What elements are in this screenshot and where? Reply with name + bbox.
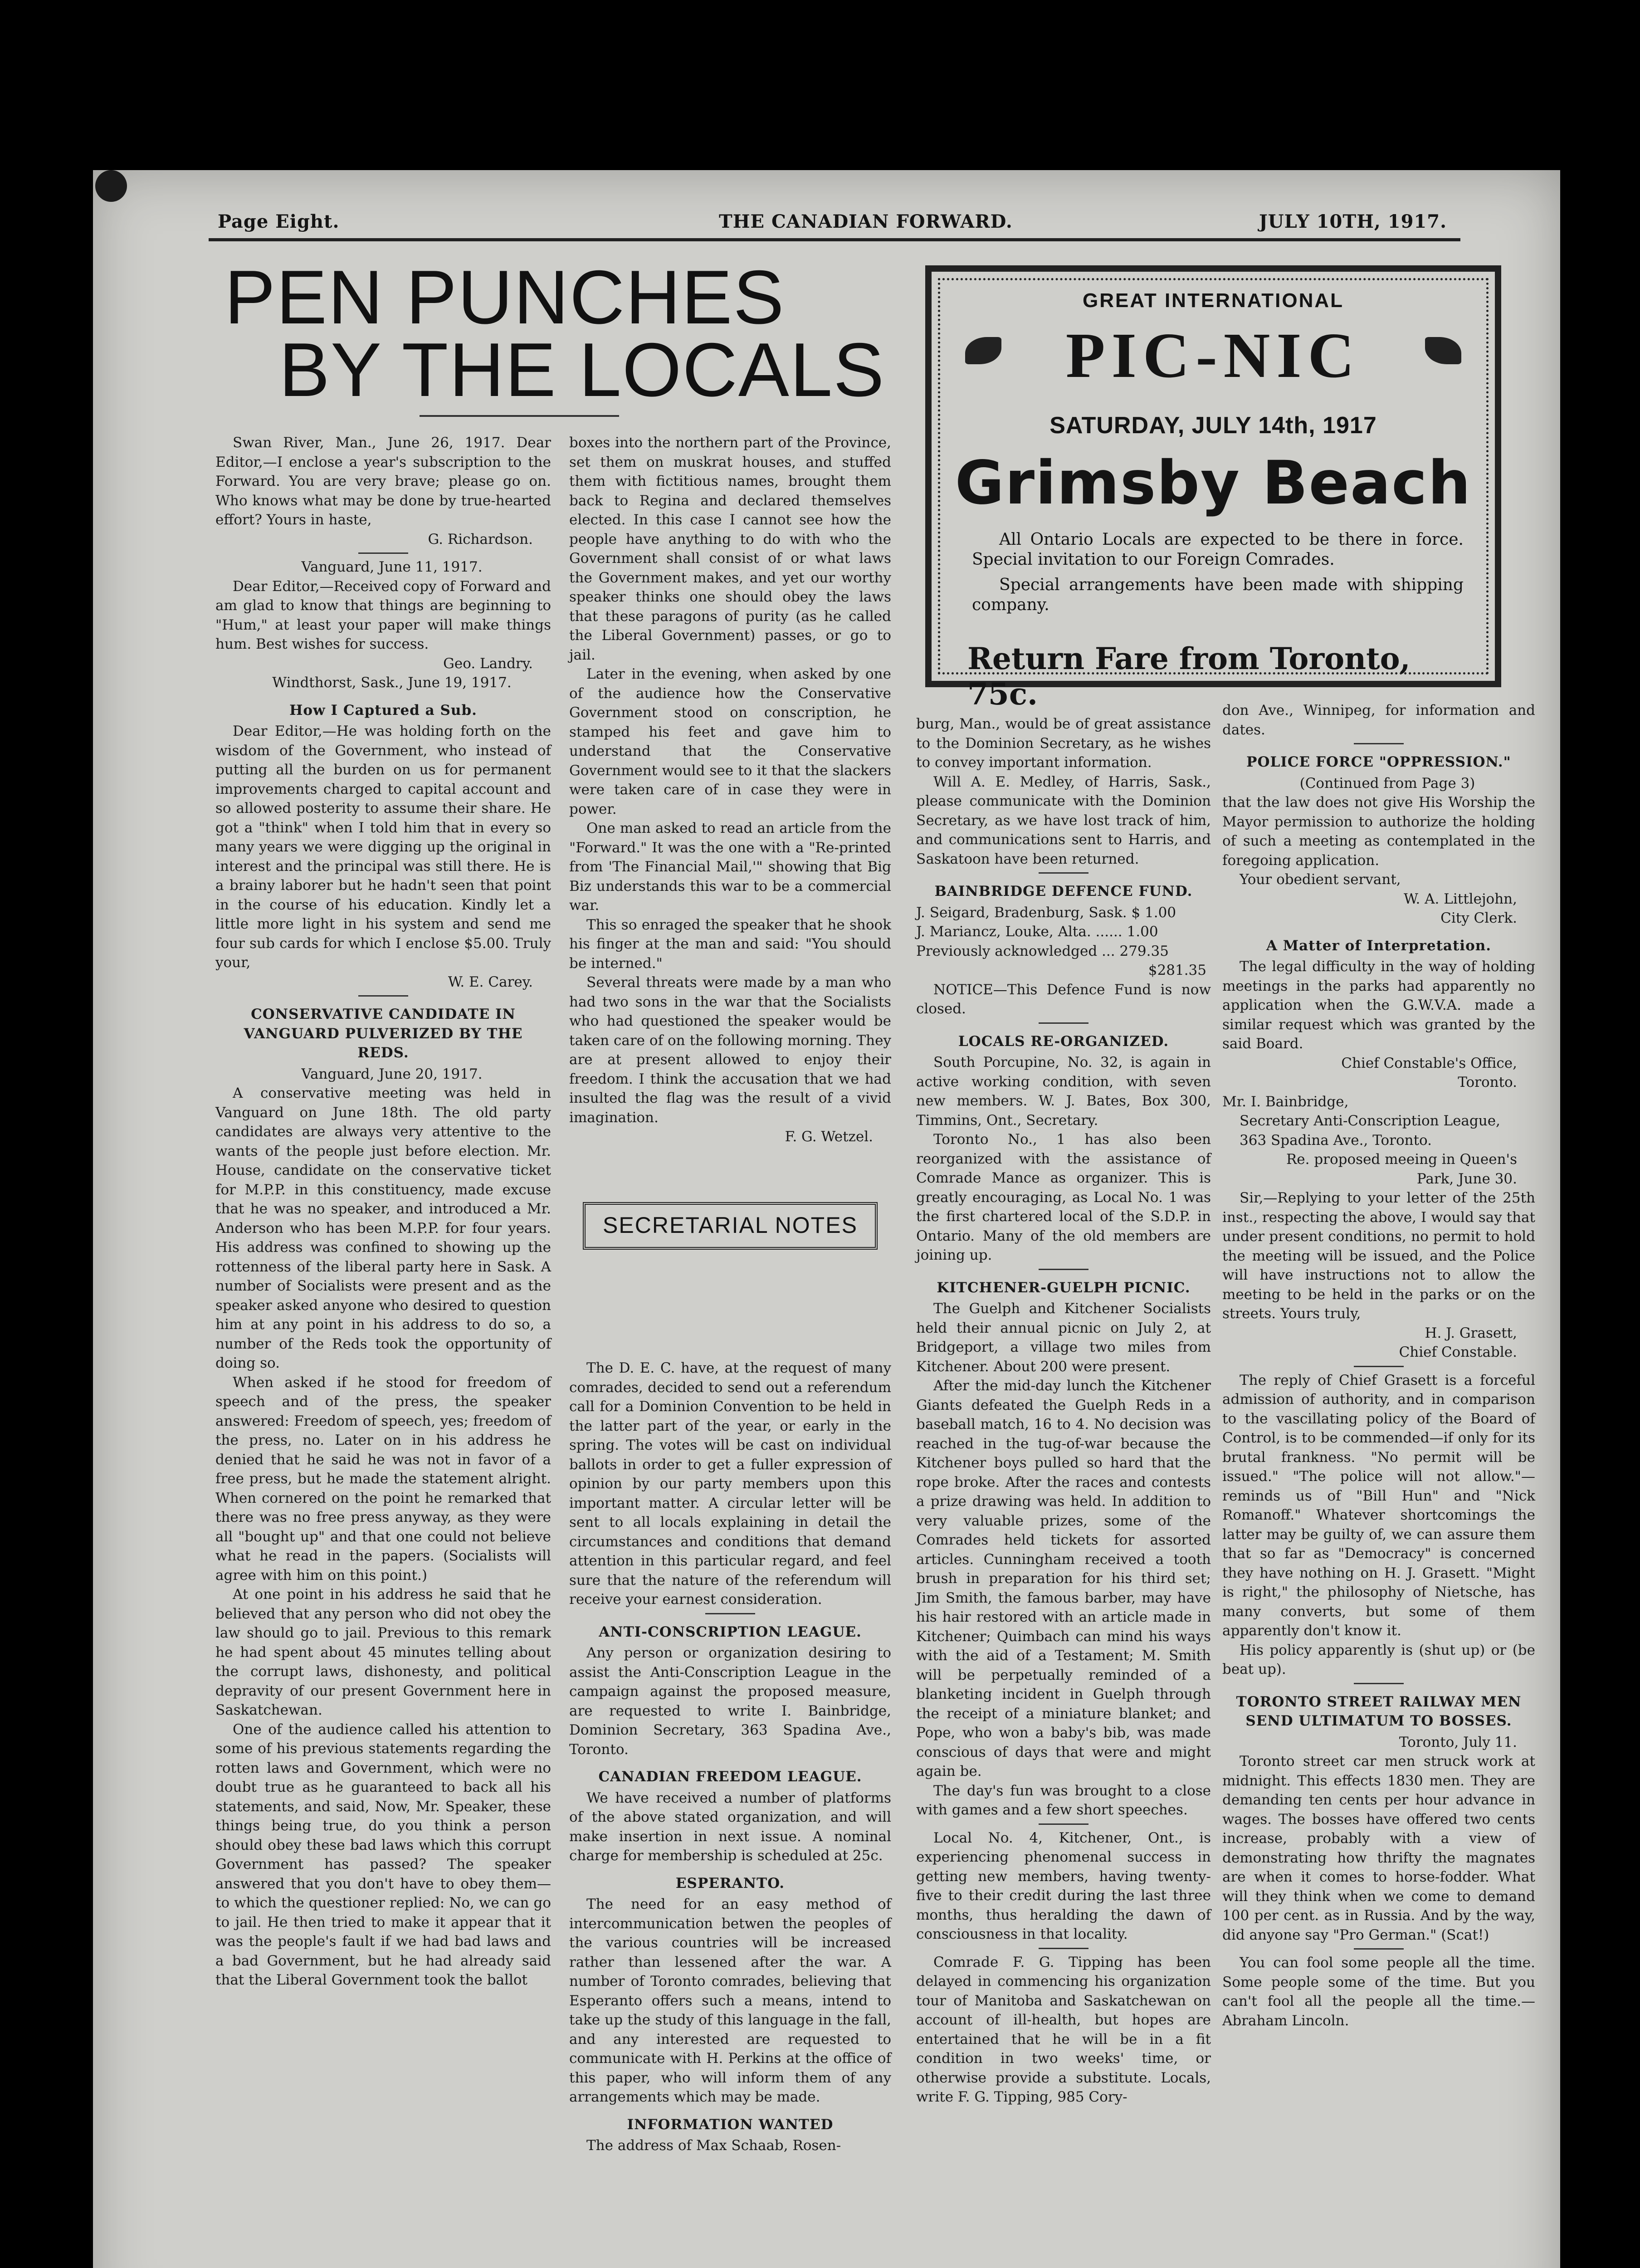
article-text: Several threats were made by a man who had two sons in the war that the Socialists who had questioned the speaker would be taken care of on the following morning. They are at present allowed to enjoy their freedom. I think the accusation that we had insulted the flag was the result of a vivid imagination. xyxy=(569,974,891,1126)
article-text: The legal difficulty in the way of holding meetings in the parks had apparently no application when the G.W.V.A. made a similar request which was granted by the said Board. xyxy=(1222,958,1535,1052)
subheading: KITCHENER-GUELPH PICNIC. xyxy=(937,1279,1191,1296)
article-heading: TORONTO STREET RAILWAY MEN SEND ULTIMATUM TO BOSSES. xyxy=(1236,1693,1522,1729)
fund-line: J. Mariancz, Louke, Alta. ...... 1.00 xyxy=(916,924,1158,940)
subheading: How I Captured a Sub. xyxy=(289,702,477,719)
signature: G. Richardson. xyxy=(428,531,533,547)
article-text: After the mid-day lunch the Kitchener Giants defeated the Guelph Reds in a baseball match, 16 to 4. No decision was reached in the tug-of-war because the Kitchener boys pulled so hard that the rope broke. After the races and contests a prize drawing was held. In addition to very valuable prizes, some of the Comrades held tickets for assorted articles. Cunningham received a tooth brush in preparation for his third set; Jim Smith, the famous barber, may have his hair restored with an article made in Kitchener; Quimbach can mind his ways with the aid of a Testament; M. Smith will be perpetually reminded of a blanketing incident in Guelph through the receipt of a miniature blanket; and Pope, who won a baby's bib, was made conscious of days that were and might again be. xyxy=(916,1378,1211,1779)
divider xyxy=(1039,872,1088,874)
article-heading: CONSERVATIVE CANDIDATE IN VANGUARD PULVERIZED BY THE REDS. xyxy=(244,1006,523,1061)
article-text: The D. E. C. have, at the request of many comrades, decided to send out a referendum call for a Dominion Convention to be held in the latter part of the year, or early in the spring. The votes will be cast on individual ballots in order to get a fuller expression of opinion by our party members upon this important matter. A circular letter will be sent to all locals explaining in detail the circumstances and conditions that demand attention in this particular regard, and feel sure that the nature of the referendum will receive your earnest consideration. xyxy=(569,1360,891,1608)
notice-text: NOTICE—This Defence Fund is now closed. xyxy=(916,981,1211,1017)
article-text: At one point in his address he said that he believed that any person who did not obey the law should go to jail. Previous to this remark he had spent about 45 minutes telling about the corrupt laws, dishonesty, and political depravity of our present Government here in Saskatchewan. xyxy=(215,1586,551,1718)
article-text: The address of Max Schaab, Rosen- xyxy=(586,2137,841,2154)
article-text: The day's fun was brought to a close with games and a few short speeches. xyxy=(916,1782,1211,1818)
masthead xyxy=(225,254,914,412)
issue-date: JULY 10TH, 1917. xyxy=(1259,211,1447,232)
dateline: Toronto, July 11. xyxy=(1399,1734,1517,1750)
subheading: ESPERANTO. xyxy=(675,1875,785,1892)
article-text: boxes into the northern part of the Province, set them on muskrat houses, and stuffed them with fictitious names, brought them back to Regina and declared themselves elected. In this case I cannot see how the people have anything to do with who the Government shall consist of or what laws the Government makes, and yet our worthy speaker thinks one should obey the laws that these paragons of purity (as he called the Liberal Government) passes, or go to jail. xyxy=(569,435,891,663)
dateline: Windthorst, Sask., June 19, 1917. xyxy=(272,675,512,691)
masthead-line1: PEN PUNCHES xyxy=(225,254,785,340)
subheading: A Matter of Interpretation. xyxy=(1266,937,1492,954)
article-text: Later in the evening, when asked by one of the audience how the Conservative Government stood on conscription, he stamped his feet and gave him to understand that the Conservative Government would see to it that the slackers were taken care of in case they were in power. xyxy=(569,666,891,817)
divider xyxy=(705,1613,755,1614)
article-text: Toronto No., 1 has also been reorganized with the assistance of Comrade Mance as organizer. This is greatly encouraging, as Local No. 1 was the first chartered local of the S.D.P. in Ontario. Many of the old members are joining up. xyxy=(916,1131,1211,1263)
article-text: The need for an easy method of intercommunication betwen the peoples of the various countries will be increased rather than lessened after the war. A number of Toronto comrades, believing that Esperanto offers such a means, intend to take up the study of this language in the fall, and any interested are requested to communicate with H. Perkins at the office of this paper, who will inform them of any arrangements which may be made. xyxy=(569,1896,891,2105)
picnic-advertisement xyxy=(925,265,1501,712)
article-text: Comrade F. G. Tipping has been delayed in commencing his organization tour of Manitoba and Saskatchewan on account of ill-health, but hopes are entertained that he will be in a fit condition in two weeks' time, or otherwise provide a substitute. Locals, write F. G. Tipping, 985 Cory- xyxy=(916,1954,1211,2105)
subheading: BAINBRIDGE DEFENCE FUND. xyxy=(934,883,1193,899)
fund-total: $281.35 xyxy=(1148,962,1206,978)
signature: W. E. Carey. xyxy=(448,973,533,990)
letter-recipient: Mr. I. Bainbridge, xyxy=(1222,1093,1349,1110)
letter-address: Chief Constable's Office, xyxy=(1341,1055,1517,1071)
signature: Geo. Landry. xyxy=(443,655,533,672)
article-text: Any person or organization desiring to assist the Anti-Conscription League in the campaign against the proposed measure, are requested to write I. Bainbridge, Dominion Secretary, 363 Spadina Ave., Toronto. xyxy=(569,1645,891,1758)
divider xyxy=(1354,1366,1404,1367)
article-text: Sir,—Replying to your letter of the 25th inst., respecting the above, I would say that under present conditions, no permit to hold the meeting will be issued, and the Police will have instructions not to allow the meeting to be held in the parks or on the streets. Yours truly, xyxy=(1222,1190,1535,1322)
divider xyxy=(1039,1948,1088,1949)
article-text: One of the audience called his attention to some of his previous statements regarding the rotten laws and Government, which were no doubt true as he guaranteed to back all his statements, and said, Now, Mr. Speaker, these things being true, do you think a person should obey these bad laws which this corrupt Government has passed? The speaker answered that you don't have to obey them—to which the questioner replied: No, we can go to jail. He then tried to make it appear that it was the people's fault if we had bad laws and a bad Government, but he had already said that the Liberal Government took the ballot xyxy=(215,1721,551,1988)
article-text: His policy apparently is (shut up) or (be beat up). xyxy=(1222,1642,1535,1677)
divider xyxy=(1354,743,1404,744)
fund-line: Previously acknowledged ... 279.35 xyxy=(916,943,1169,959)
fund-line: J. Seigard, Bradenburg, Sask. $ 1.00 xyxy=(916,904,1176,921)
newspaper-page xyxy=(93,170,1560,2268)
signature-title: Chief Constable. xyxy=(1399,1344,1517,1360)
letter-subject: Park, June 30. xyxy=(1416,1170,1517,1187)
quote-text: You can fool some people all the time. Some people some of the time. But you can't fool all the people all the time.—Abraham Lincoln. xyxy=(1222,1955,1535,2029)
ad-title: PIC-NIC xyxy=(1065,319,1361,391)
column-1 xyxy=(215,433,551,1990)
signature: F. G. Wetzel. xyxy=(785,1129,873,1145)
divider xyxy=(358,995,408,997)
divider xyxy=(1354,1683,1404,1684)
letter-text: Dear Editor,—He was holding forth on the wisdom of the Government, who instead of putting all the burden on us for permanent improvements charged to capital account and so allowed posterity to assume their share. He got a "think" when I told him that in every so many years we were digging up the original in interest and the principal was still there. He is a brainy laborer but he hadn't seen that point in the course of his education. Kindly let a little more light in his system and send me four sub cards for which I enclose $5.00. Truly your, xyxy=(215,723,551,971)
letter-text: Dear Editor,—Received copy of Forward and am glad to know that things are beginning to "Hum," at least your paper will make things hum. Best wishes for success. xyxy=(215,578,551,652)
ad-text: Special arrangements have been made with shipping company. xyxy=(972,576,1464,614)
ad-text: All Ontario Locals are expected to be there in force. Special invitation to our Foreign Comrades. xyxy=(972,530,1464,569)
subheading: CANADIAN FREEDOM LEAGUE. xyxy=(598,1769,862,1785)
subheading: ANTI-CONSCRIPTION LEAGUE. xyxy=(599,1623,862,1640)
ad-heading: GREAT INTERNATIONAL xyxy=(1083,289,1344,312)
column-4 xyxy=(1222,701,1535,2030)
article-text: Toronto street car men struck work at midnight. This effects 1830 men. They are demanding ten cents per hour advance in wages. The bosses have offered two cents increase, probably with a view of demonstrating how thrifty the magnates are when it comes to horse-fodder. What will they think when we come to demand 100 per cent. as in Russia. And by the way, did anyone say "Pro German." (Scat!) xyxy=(1222,1753,1535,1943)
article-text: A conservative meeting was held in Vanguard on June 18th. The old party candidates are always very attentive to the wants of the people just before election. Mr. House, candidate on the conservative ticket for M.P.P. in this constituency, made excuse that he was no speaker, and introduced a Mr. Anderson who has been M.P.P. for four years. His address was confined to showing up the rottenness of the liberal party here in Sask. A number of Socialists were present and as the speaker asked anyone who desired to question him at any point in his address to do so, a number of the Reds took the opportunity of doing so. xyxy=(215,1085,551,1371)
letter-recipient: Secretary Anti-Conscription League, xyxy=(1240,1113,1500,1129)
subheading: LOCALS RE-ORGANIZED. xyxy=(958,1033,1169,1050)
divider xyxy=(1354,1948,1404,1950)
article-text: that the law does not give His Worship the Mayor permission to authorize the holding of such a meeting as contemplated in the foregoing application. xyxy=(1222,794,1535,869)
signature-title: City Clerk. xyxy=(1440,910,1517,926)
divider xyxy=(358,552,408,554)
article-text: South Porcupine, No. 32, is again in active working condition, with seven new members. W. J. Bates, Box 300, Timmins, Ont., Secretary. xyxy=(916,1054,1211,1129)
ad-location: Grimsby Beach xyxy=(955,448,1472,518)
article-text: When asked if he stood for freedom of speech and of the press, the speaker answered: Freedom of speech, yes; freedom of the press, no. Later on in his address he denied that he said he was not in favor of a free press, but he made the statement alright. When cornered on the point he remarked that there was no free press anyway, as they were all "bought up" and that one could not believe what he read in the papers. (Socialists will agree with him on this point.) xyxy=(215,1374,551,1584)
page-number: Page Eight. xyxy=(218,211,340,232)
article-text: burg, Man., would be of great assistance to the Dominion Secretary, as he wishes to convey important information. xyxy=(916,716,1211,771)
article-text: We have received a number of platforms of the above stated organization, and will make insertion in next issue. A nominal charge for membership is scheduled at 25c. xyxy=(569,1789,891,1864)
divider xyxy=(1039,1269,1088,1270)
divider xyxy=(1039,1022,1088,1024)
newspaper-name: THE CANADIAN FORWARD. xyxy=(719,211,1013,232)
subheading: INFORMATION WANTED xyxy=(627,2116,834,2133)
letter-recipient: 363 Spadina Ave., Toronto. xyxy=(1240,1132,1432,1149)
article-text: Your obedient servant, xyxy=(1240,871,1401,888)
article-text: Will A. E. Medley, of Harris, Sask., please communicate with the Dominion Secretary, as we have lost track of him, and communications sent to Harris, and Saskatoon have been returned. xyxy=(916,773,1211,867)
ad-border xyxy=(938,278,1489,712)
ad-date: SATURDAY, JULY 14th, 1917 xyxy=(1049,412,1377,439)
ad-fare: Return Fare from Toronto, 75c. xyxy=(967,641,1411,712)
article-text: The Guelph and Kitchener Socialists held their annual picnic on July 2, at Bridgeport, a village two miles from Kitchener. About 200 were present. xyxy=(916,1300,1211,1375)
signature: W. A. Littlejohn, xyxy=(1404,890,1517,907)
masthead-rule xyxy=(420,415,619,417)
dateline: Vanguard, June 11, 1917. xyxy=(301,559,483,575)
divider xyxy=(1039,1823,1088,1825)
secretarial-notes-banner: SECRETARIAL NOTES xyxy=(583,1202,878,1250)
column-2 xyxy=(569,433,891,1147)
header-rule xyxy=(209,238,1460,241)
article-text: One man asked to read an article from the "Forward." It was the one with a "Re-printed from 'The Financial Mail,'" showing that Big Biz understands this war to be a commercial war. xyxy=(569,820,891,914)
punch-hole xyxy=(95,170,127,202)
article-text: The reply of Chief Grasett is a forceful admission of authority, and in comparison to the vascillating policy of the Board of Control, is to be commended—if only for its brutal frankness. "No permit will be issued." "The police will not allow."—reminds us of "Bill Hun" and "Nick Romanoff." Whatever shortcomings the latter may be guilty of, we can assure them that so far as "Democracy" is concerned they have nothing on H. J. Grasett. "Might is right," the philosophy of Nietsche, has many converts, but some of them apparently don't know it. xyxy=(1222,1372,1535,1639)
signature: H. J. Grasett, xyxy=(1425,1325,1517,1341)
column-2-lower xyxy=(569,1359,891,2156)
letter-text: Swan River, Man., June 26, 1917. Dear Editor,—I enclose a year's subscription to the Forward. You are very brave; please go on. Who knows what may be done by true-hearted effort? Yours in haste, xyxy=(215,435,551,528)
column-3 xyxy=(916,714,1211,2107)
article-text: Local No. 4, Kitchener, Ont., is experiencing phenomenal success in getting new members, having twenty-five to their credit during the last three months, thus heralding the dawn of consciousness in that locality. xyxy=(916,1829,1211,1942)
masthead-line2: BY THE LOCALS xyxy=(279,327,885,412)
article-text: This so enraged the speaker that he shook his finger at the man and said: "You should be interned." xyxy=(569,916,891,972)
article-text: don Ave., Winnipeg, for information and dates. xyxy=(1222,702,1535,738)
letter-address: Toronto. xyxy=(1458,1074,1517,1090)
subheading: POLICE FORCE "OPPRESSION." xyxy=(1246,754,1511,770)
continued-note: (Continued from Page 3) xyxy=(1299,775,1475,792)
dateline: Vanguard, June 20, 1917. xyxy=(301,1066,483,1082)
letter-subject: Re. proposed meeing in Queen's xyxy=(1286,1151,1517,1168)
